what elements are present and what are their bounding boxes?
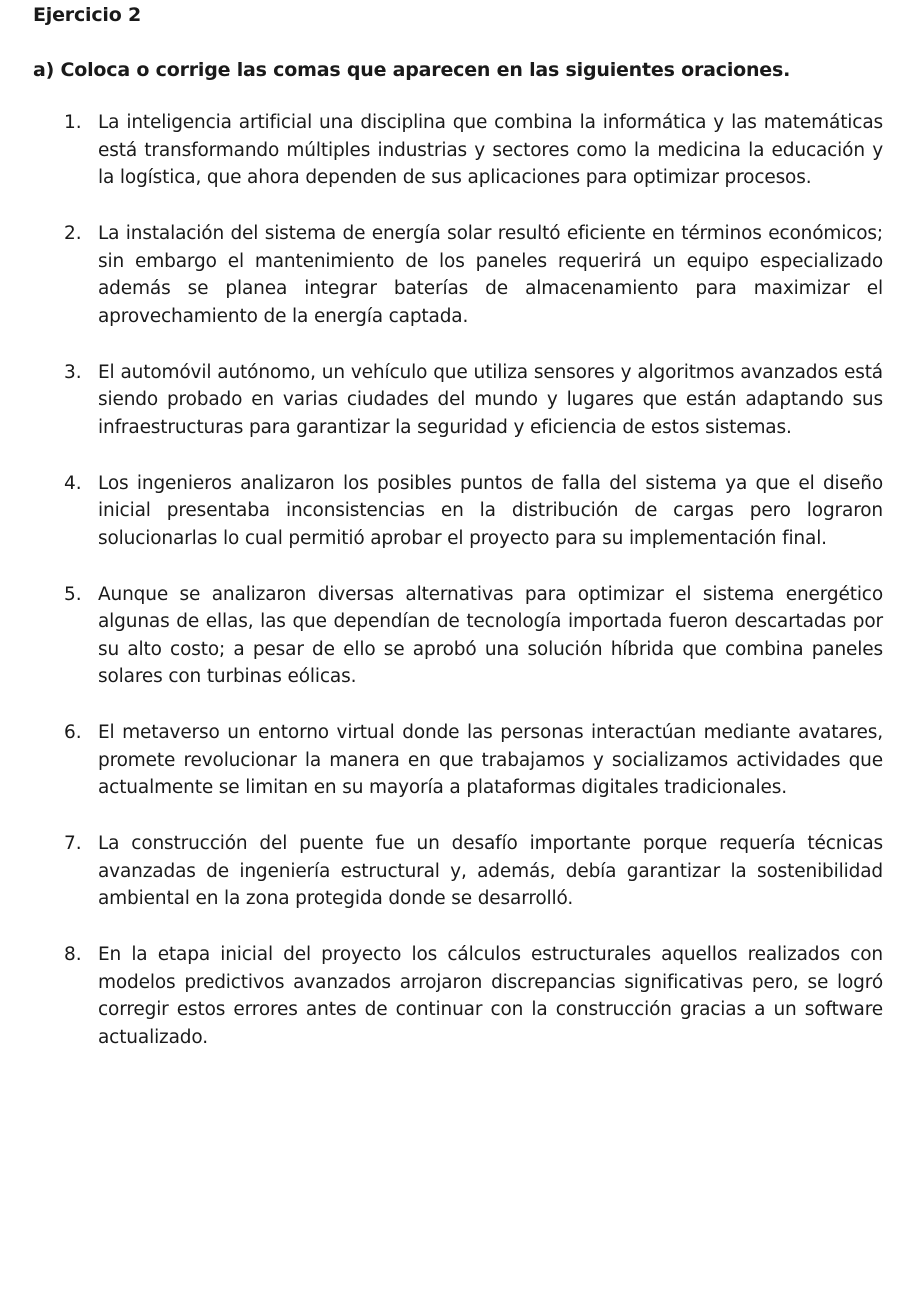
sentence-text: La construcción del puente fue un desafío importante porque requería técnicas avanzadas de ingeniería estructural y, además, debía garantizar la sostenibilidad ambiental en la zona protegida donde se desarrolló. [98,833,883,909]
sentence-number: 2. [64,223,82,244]
sentence-text: Aunque se analizaron diversas alternativas para optimizar el sistema energético algunas de ellas, las que dependían de tecnología importada fueron descartadas por su alto costo; a pesar de ello se aprobó una solución híbrida que combina paneles solares con turbinas eólicas. [98,583,883,687]
sentence-item-4 [0,470,915,553]
exercise-title: Ejercicio 2 [33,4,141,26]
sentence-number: 1. [64,112,82,133]
sentence-text: Los ingenieros analizaron los posibles puntos de falla del sistema ya que el diseño inicial presentaba inconsistencias en la distribución de cargas pero lograron solucionarlas lo cual permitió aprobar el proyecto para su implementación final. [98,472,883,549]
sentence-text: En la etapa inicial del proyecto los cálculos estructurales aquellos realizados con modelos predictivos avanzados arrojaron discrepancias significativas pero, se logró corregir estos errores antes de continuar con la construcción gracias a un software actualizado. [98,944,883,1048]
sentence-number: 8. [64,944,82,965]
sentence-item-7 [0,830,915,913]
sentence-item-2 [0,220,915,330]
sentence-number: 7. [64,833,82,854]
sentence-text: La instalación del sistema de energía solar resultó eficiente en términos económicos; sin embargo el mantenimiento de los paneles requerirá un equipo especializado además se planea integrar baterías de almacenamiento para maximizar el aprovechamiento de la energía captada. [98,223,883,327]
sentence-number: 3. [64,361,82,383]
sentence-text: El metaverso un entorno virtual donde las personas interactúan mediante avatares, promete revolucionar la manera en que trabajamos y socializamos actividades que actualmente se limitan en su mayoría a plataformas digitales tradicionales. [98,722,883,798]
sentence-number: 4. [64,472,82,494]
sentence-item-8 [0,941,915,1051]
sentence-number: 5. [64,583,82,605]
sentence-item-5 [0,581,915,691]
sentence-text: El automóvil autónomo, un vehículo que utiliza sensores y algoritmos avanzados está siendo probado en varias ciudades del mundo y lugares que están adaptando sus infraestructuras para garantizar la seguridad y eficiencia de estos sistemas. [98,361,883,438]
sentence-item-1 [0,109,915,192]
sentence-list [0,109,915,1080]
sentence-item-6 [0,719,915,802]
sentence-number: 6. [64,722,82,743]
exercise-instruction: a) Coloca o corrige las comas que aparecen en las siguientes oraciones. [33,59,791,81]
sentence-text: La inteligencia artificial una disciplina que combina la informática y las matemáticas está transformando múltiples industrias y sectores como la medicina la educación y la logística, que ahora dependen de sus aplicaciones para optimizar procesos. [98,112,883,188]
sentence-item-3 [0,359,915,442]
